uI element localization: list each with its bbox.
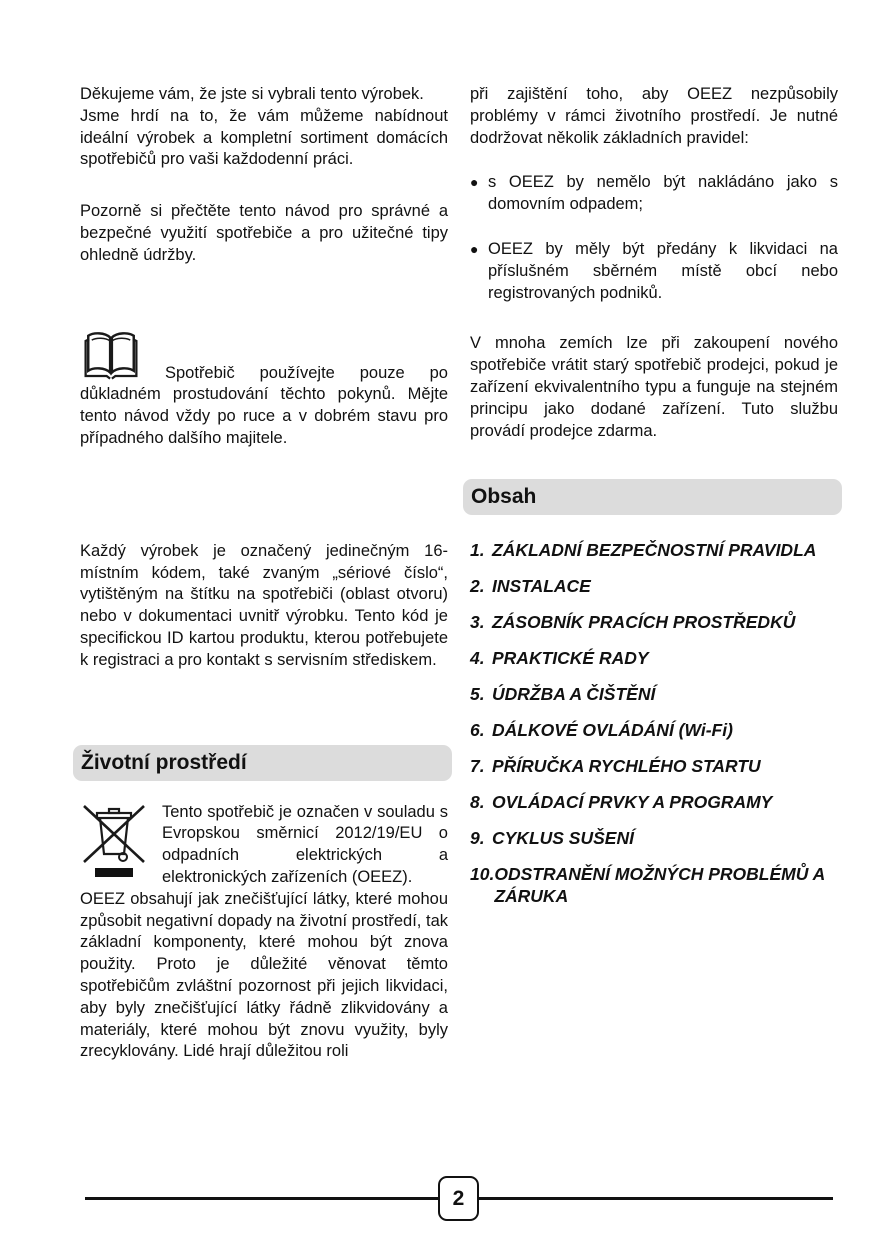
rule-bullet-item [470,172,838,216]
rule-bullet-item [470,239,838,304]
toc-item [470,827,838,849]
toc-item [470,539,838,561]
toc-item-label: CYKLUS SUŠENÍ [492,828,634,849]
intro-line-2: Jsme hrdí na to, že vám můžeme nabídnout ideální výrobek a kompletní sortiment domácích spotřebičů pro vaši každodenní práci. [80,106,448,169]
toc-item [470,863,838,907]
toc-item-number: 1. [470,540,485,561]
bullet-text: OEEZ by měly být předány k likvidaci na příslušném sběrném místě obcí nebo registrovaných podniků. [488,239,838,302]
manual-note-paragraph: Spotřebič používejte pouze po důkladném prostudování těchto pokynů. Mějte tento návod vždy po ruce a v dobrém stavu pro případného dalšího majitele. [80,363,448,447]
left-column [80,84,448,1063]
toc-item [470,611,838,633]
right-column [470,84,838,921]
toc-item [470,791,838,813]
weee-crossed-bin-icon [80,802,152,882]
environment-heading: Životní prostředí [73,745,452,781]
toc-item-number: 8. [470,792,485,813]
toc-item-number: 10. [470,864,495,885]
weee-body-paragraph: OEEZ obsahují jak znečišťující látky, které mohou způsobit negativní dopady na životní prostředí, tak základní komponenty, které mohou být znova použity. Proto je důležité věnovat těmto spotřebičům zvláštní pozornost při jejich likvidaci, aby byly znečišťující látky řádně zlikvidovány a materiály, které mohou být znovu využity, byly zrecyklovány. Lidé hrají důležitou roli [80,889,448,1061]
toc-item-number: 9. [470,828,485,849]
serial-code-paragraph: Každý výrobek je označený jedinečným 16-místním kódem, také zvaným „sériové číslo“, vytištěným na štítku na spotřebiči (oblast otvoru) nebo v dokumentaci uvnitř výrobku. Tento kód je specifickou ID kartou produktu, kterou potřebujete k registraci a pro kontakt s servisním střediskem. [80,541,448,669]
toc-item-number: 6. [470,720,485,741]
read-instructions-paragraph: Pozorně si přečtěte tento návod pro správné a bezpečné využití spotřebiče a pro užitečné tipy ohledně údržby. [80,202,448,264]
open-book-icon [83,329,139,381]
bullet-icon: ● [470,240,479,257]
toc-item [470,647,838,669]
toc-item-number: 5. [470,684,485,705]
bullet-text: s OEEZ by nemělo být nakládáno jako s domovním odpadem; [488,173,838,214]
table-of-contents [470,539,838,907]
toc-item-label: OVLÁDACÍ PRVKY A PROGRAMY [492,792,773,813]
bullet-icon: ● [470,174,479,191]
toc-item [470,755,838,777]
toc-item [470,719,838,741]
toc-item-label: ZÁKLADNÍ BEZPEČNOSTNÍ PRAVIDLA [492,540,817,561]
weee-continued-paragraph: při zajištění toho, aby OEEZ nezpůsobily problémy v rámci životního prostředí. Je nutné dodržovat několik základních pravidel: [470,85,838,147]
intro-line-1: Děkujeme vám, že jste si vybrali tento výrobek. [80,85,424,103]
page-number-badge: 2 [438,1176,479,1221]
manual-note-block [80,363,448,450]
toc-item-number: 7. [470,756,485,777]
toc-item-number: 3. [470,612,485,633]
toc-item-label: ZÁSOBNÍK PRACÍCH PROSTŘEDKŮ [492,612,796,633]
toc-item-label: PRAKTICKÉ RADY [492,648,649,669]
toc-heading: Obsah [463,479,842,515]
toc-item-label: PŘÍRUČKA RYCHLÉHO STARTU [492,756,761,777]
toc-item [470,575,838,597]
toc-item-number: 4. [470,648,485,669]
toc-item-label: ODSTRANĚNÍ MOŽNÝCH PROBLÉMŮ A ZÁRUKA [494,864,825,907]
takeback-paragraph: V mnoha zemích lze při zakoupení nového spotřebiče vrátit starý spotřebič prodejci, pokud je zařízení ekvivalentního typu a funguje na stejném principu jako dodané zařízení. Tuto službu provádí prodejce zdarma. [470,334,838,440]
toc-item [470,683,838,705]
toc-item-label: DÁLKOVÉ OVLÁDÁNÍ (Wi-Fi) [492,720,733,741]
toc-item-label: ÚDRŽBA A ČIŠTĚNÍ [492,684,656,705]
toc-item-label: INSTALACE [492,576,591,597]
weee-intro-paragraph: Tento spotřebič je označen v souladu s Evropskou směrnicí 2012/19/EU o odpadních elektrických a elektronických zařízeních (OEEZ). [162,802,448,886]
intro-paragraph [80,84,448,171]
toc-item-number: 2. [470,576,485,597]
weee-block [80,802,448,1064]
